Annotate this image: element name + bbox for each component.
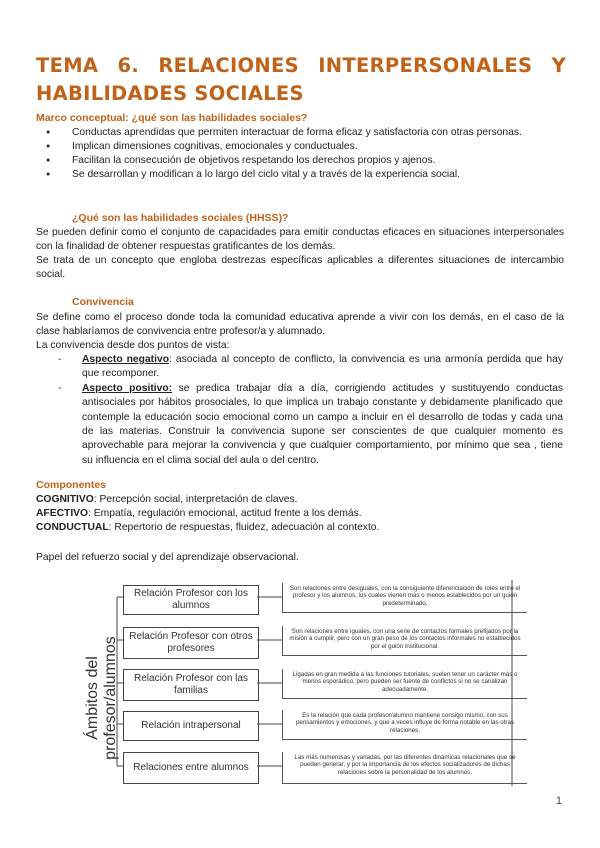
- diagram-right-box: Las más numerosas y variadas, por las diferentes dinámicas relacionales que se pueden generar, y por la importancia de los efectos socializadores de dichas relaciones sobre la personalidad de los alumnos.: [282, 752, 527, 784]
- diagram-right-box: Son relaciones entre iguales, con una serie de contactos formales prefijados por la misión a cumplir, pero con un gran peso de los contactos informales no establecidos por el guión institucional.: [282, 626, 527, 656]
- diagram-left-box: Relación Profesor con otros profesores: [123, 627, 259, 659]
- diagram-left-box: Relación Profesor con los alumnos: [123, 585, 259, 615]
- componente-text: : Empatía, regulación emocional, actitud frente a los demás.: [88, 508, 362, 519]
- list-item: ● Implican dimensiones cognitivas, emocionales y conductuales.: [58, 140, 568, 154]
- marco-heading: Marco conceptual: ¿qué son las habilidades sociales?: [36, 112, 308, 124]
- aspect-negative-text: : asociada al concepto de conflicto, la convivencia es una armonía perdida que hay que recomponer.: [82, 354, 563, 380]
- componentes-heading: Componentes: [36, 479, 107, 491]
- diagram-left-box: Relaciones entre alumnos: [123, 752, 259, 784]
- componente-text: : Repertorio de respuestas, fluidez, adecuación al contexto.: [108, 522, 380, 533]
- page-number: 1: [555, 795, 562, 807]
- aspect-negative-label: Aspecto negativo: [82, 354, 169, 365]
- diagram-left-box: Relación Profesor con las familias: [123, 669, 259, 701]
- componente-text: : Percepción social, interpretación de claves.: [93, 494, 298, 505]
- aspect-positive-text: se predica trabajar día a día, corrigiendo actitudes y sustituyendo conductas antisociales por hábitos prosociales, lo que implica un trabajo constante y debidamente planificado que contemple la educación socio emocional como un campo a incluir en el desarrollo de todas y cada una de las materias. Construir la convivencia supone ser conscientes de que cualquier momento es aprovechable para mejorar la convivencia y que cualquier comportamiento, por mínimo que sea , tiene su influencia en el clima social del aula o del centro.: [82, 382, 563, 466]
- aspect-positive-label: Aspecto positivo:: [82, 382, 173, 394]
- convivencia-intro: La convivencia desde dos puntos de vista:: [36, 340, 230, 351]
- diagram-vertical-label: Ámbitos del profesor/alumnos: [84, 635, 119, 760]
- hhss-concept: Se trata de un concepto que engloba destrezas específicas aplicables a diferentes situaciones de intercambio social.: [36, 255, 564, 280]
- page-title: TEMA 6. RELACIONES INTERPERSONALES Y HABILIDADES SOCIALES: [36, 54, 566, 105]
- hhss-definition: Se pueden definir como el conjunto de capacidades para emitir conductas eficaces en situaciones interpersonales con la finalidad de obtener respuestas gratificantes de los demás.: [36, 227, 564, 252]
- list-item: ● Facilitan la consecución de objetivos respetando los derechos propios y ajenos.: [58, 154, 568, 168]
- hhss-heading: ¿Qué son las habilidades sociales (HHSS)?: [72, 212, 289, 224]
- convivencia-heading: Convivencia: [72, 296, 134, 308]
- diagram-left-box: Relación intrapersonal: [123, 711, 259, 741]
- convivencia-definition: Se define como el proceso donde toda la comunidad educativa aprende a vivir con los demás, en el caso de la clase hablaríamos de convivencia entre profesor/a y alumnado.: [36, 312, 564, 337]
- diagram-right-box: Son relaciones entre desiguales, con la consiguiente diferenciación de roles entre el profesor y los alumnos, los cuales vienen más o menos establecidos por un guión predeterminado.: [282, 583, 527, 613]
- diagram-right-box: Es la relación que cada profesor/alumno mantiene consigo mismo, con sus pensamientos y emociones, y que a veces influye de forma notable en las otras relaciones.: [282, 710, 527, 740]
- componente-label: AFECTIVO: [36, 508, 89, 519]
- componente-label: CONDUCTUAL: [36, 522, 109, 533]
- diagram-right-box: Ligadas en gran medida a las funciones tutoriales, suelen tener un carácter más o menos esporádico, pero pueden ser fuente de conflictos si no se canalizan adecuadamente.: [282, 669, 527, 699]
- list-item: ● Se desarrollan y modifican a lo largo del ciclo vital y a través de la experiencia social.: [58, 168, 568, 182]
- list-item: ● Conductas aprendidas que permiten interactuar de forma eficaz y satisfactoria con otras personas.: [58, 126, 568, 140]
- papel-text: Papel del refuerzo social y del aprendizaje observacional.: [36, 552, 299, 563]
- componente-label: COGNITIVO: [36, 494, 94, 505]
